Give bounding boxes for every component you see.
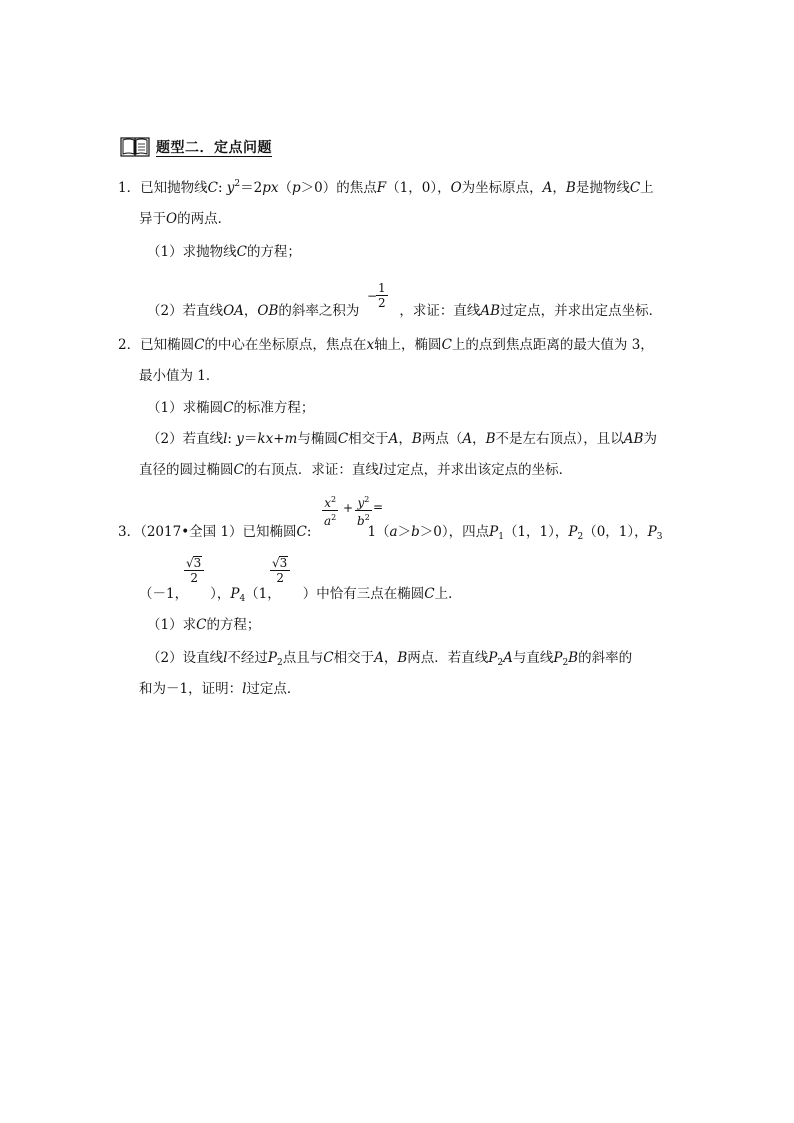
problem-3-part-2: （2）设直线l不经过$P_2$点且与C相交于A，B两点．若直线$P_2A$与直线$P_2B$的斜率的: [147, 650, 633, 668]
fraction-x2-a2: $x^2$ $a^2$: [324, 495, 337, 528]
problem-1-part-1: （1）求抛物线C的方程；: [147, 244, 301, 260]
fraction-y2-b2: $y^2$ $b^2$: [357, 495, 370, 528]
problem-2-line-2: 最小值为 1．: [139, 368, 220, 384]
fraction-neg-half: − 1 2: [367, 281, 386, 310]
equals-sign: =: [373, 500, 384, 514]
problem-3-line-2: （－1， ），$P_4(1$， ）中恰有三点在椭圆C上．: [139, 586, 462, 604]
plus-sign: +: [343, 501, 354, 515]
section-title: 题型二．定点问题: [156, 140, 272, 156]
problem-3-line-1: 3．（2017•全国 1）已知椭圆C: 1（a＞b＞0），四点$P_1(1$，1），$P_2(0$，1），$P_3$: [118, 524, 663, 542]
problem-3-part-2-line-2: 和为－1，证明：l过定点．: [139, 681, 301, 697]
fraction-sqrt3-half-1: √3 2: [184, 556, 204, 584]
problem-number: 2．: [118, 337, 141, 353]
problem-2-part-2: （2）若直线l: y＝kx+m与椭圆C相交于A，B两点（A，B不是左右顶点），且以AB为: [147, 431, 657, 447]
problem-3-part-1: （1）求C的方程；: [147, 617, 261, 633]
section-header: [120, 136, 272, 158]
problem-1-line-1: 1．已知抛物线C: $y^2=2px(p>0)$的焦点F（1，0），O为坐标原点，A，B是抛物线C上: [118, 179, 654, 196]
fraction-sqrt3-half-2: √3 2: [270, 556, 290, 584]
problem-number: 3．: [118, 524, 141, 540]
book-icon: [120, 136, 150, 158]
problem-2-part-2-line-2: 直径的圆过椭圆C的右顶点．求证：直线l过定点，并求出该定点的坐标．: [139, 462, 573, 478]
problem-2-line-1: 2．已知椭圆C的中心在坐标原点，焦点在x轴上，椭圆C上的点到焦点距离的最大值为 3，: [118, 337, 654, 353]
problem-2-part-1: （1）求椭圆C的标准方程；: [147, 400, 315, 416]
problem-number: 1．: [118, 180, 141, 196]
problem-1-part-2: （2）若直线OA，OB的斜率之积为 ，求证：直线AB过定点，并求出定点坐标．: [147, 303, 663, 319]
problem-1-line-2: 异于O的两点．: [139, 211, 232, 227]
